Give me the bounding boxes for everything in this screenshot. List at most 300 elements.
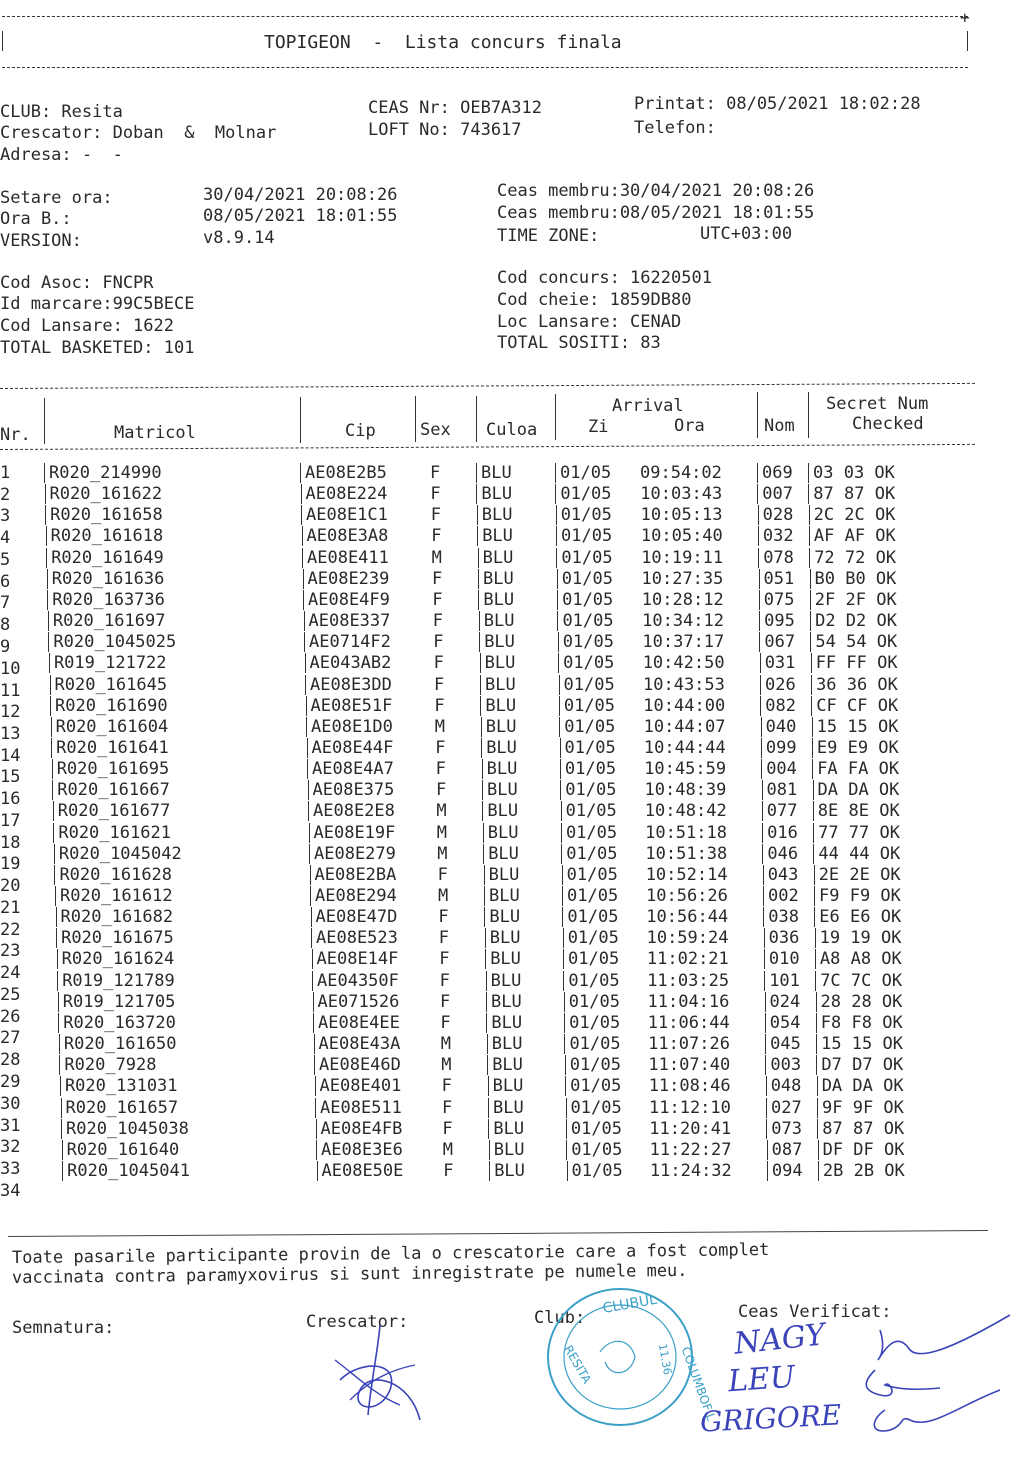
cell-cip: AE08E523 [311,928,398,948]
cell-culoa: BLU [482,801,518,821]
cell-sex: F [437,864,448,885]
cell-culoa: BLU [479,632,515,652]
version-label: VERSION: [0,231,82,251]
cell-culoa: BLU [478,569,514,589]
cell-matricol: R020_214990 [44,463,162,483]
cell-cip: AE043AB2 [305,653,392,673]
page-title: TOPIGEON - Lista concurs finala [264,32,622,53]
cell-sex: F [434,674,445,695]
cell-culoa: BLU [484,886,520,906]
cell-zi: 01/05 [563,928,619,948]
cell-sex: F [439,949,450,970]
cell-secret: 7C 7C OK [815,971,902,991]
cell-zi: 01/05 [558,632,614,652]
cell-nr: 32 [0,1137,21,1158]
cell-ora: 11:07:40 [648,1055,731,1076]
club-label: Club: [534,1308,586,1328]
cell-zi: 01/05 [561,844,617,864]
cell-nr: 20 [0,876,21,897]
cell-sex: M [437,843,448,864]
table-row [0,653,1000,679]
cell-sex: F [434,695,445,716]
stamp-right-text: COLUMBOFIL [678,1344,719,1423]
cell-matricol: R020_1045025 [48,632,176,652]
cell-matricol: R020_161645 [50,675,168,695]
cell-nom: 026 [760,675,796,695]
cell-culoa: BLU [480,653,516,673]
cell-cip: AE0714F2 [304,632,391,652]
cell-nr: 1 [0,463,11,483]
cell-matricol: R020_161628 [54,865,172,885]
cell-ora: 10:43:53 [643,674,725,695]
cell-sex: F [432,589,443,610]
cell-culoa: BLU [482,780,518,800]
cell-matricol: R020_163736 [47,590,165,610]
cell-nom: 024 [765,992,801,1012]
cell-sex: F [435,759,446,780]
cell-nr: 26 [0,1006,21,1027]
cell-culoa: BLU [486,1013,522,1033]
cell-secret: DA DA OK [817,1076,904,1096]
cell-matricol: R020_161657 [61,1098,179,1118]
cell-nr: 12 [0,702,21,723]
cell-matricol: R020_161650 [59,1034,177,1054]
cell-zi: 01/05 [566,1140,622,1160]
table-row [0,463,1000,484]
cell-ora: 10:56:26 [646,886,728,906]
col-sep [555,394,556,440]
cell-nr: 4 [0,528,11,549]
cell-secret: D7 D7 OK [816,1055,903,1075]
table-row [0,737,1000,766]
cell-nom: 027 [766,1098,802,1118]
ceas-membru-1: Ceas membru:30/04/2021 20:08:26 [497,181,815,201]
cell-culoa: BLU [481,717,517,737]
club-name: CLUB: Resita [0,102,123,122]
cell-nom: 045 [765,1034,801,1054]
cell-cip: AE08E294 [310,886,397,906]
cell-ora: 10:52:14 [645,864,728,885]
cell-zi: 01/05 [562,907,618,927]
cell-nr: 2 [0,484,11,505]
cell-ora: 11:04:16 [647,991,730,1012]
cell-nr: 19 [0,854,21,875]
cell-culoa: BLU [480,696,516,716]
cell-cip: AE08E224 [301,484,388,504]
cell-sex: M [434,716,446,737]
footer-rule [8,1230,988,1237]
cell-matricol: R020_161624 [57,949,175,969]
cell-secret: 87 87 OK [808,484,895,504]
cell-secret: 19 19 OK [815,928,902,948]
cell-sex: F [441,1076,452,1097]
cell-ora: 11:20:41 [649,1118,732,1139]
cell-matricol: R020_161649 [46,548,164,568]
cell-matricol: R020_161618 [46,526,164,546]
cell-culoa: BLU [476,484,512,504]
cell-matricol: R020_161621 [53,823,171,843]
cell-nr: 14 [0,745,21,766]
cell-secret: AF AF OK [809,526,896,546]
setare-ora-value: 30/04/2021 20:08:26 [203,185,398,205]
cell-sex: F [432,568,443,589]
table-row [0,505,1000,526]
header-arrival: Arrival [612,396,684,416]
cell-secret: 2C 2C OK [809,505,896,525]
cell-secret: E9 E9 OK [812,738,899,758]
cell-sex: M [442,1139,454,1160]
cell-secret: CF CF OK [811,696,898,716]
cell-nom: 036 [764,928,800,948]
cell-ora: 10:27:35 [641,568,724,589]
cell-secret: DA DA OK [813,780,900,800]
adresa: Adresa: - - [0,145,123,165]
cell-zi: 01/05 [559,675,615,695]
cell-nr: 9 [0,636,11,657]
cell-cip: AE08E401 [315,1076,402,1096]
cell-matricol: R020_161690 [50,696,168,716]
cell-culoa: BLU [477,526,513,546]
cell-zi: 01/05 [560,738,616,758]
cell-ora: 10:42:50 [642,653,725,674]
cell-secret: 8E 8E OK [813,801,900,821]
cell-secret: 15 15 OK [816,1034,903,1054]
cell-culoa: BLU [487,1034,523,1054]
cell-sex: M [436,822,448,843]
cell-zi: 01/05 [566,1098,622,1118]
cell-matricol: R019_121705 [58,992,176,1012]
crescator-label: Crescator: [306,1312,409,1332]
cell-ora: 10:51:18 [645,822,727,843]
cell-cip: AE08E3DD [305,675,392,695]
cell-culoa: BLU [484,865,520,885]
cell-secret: 44 44 OK [813,844,900,864]
loc-lansare: Loc Lansare: CENAD [497,312,682,332]
cell-ora: 10:51:38 [645,843,728,864]
cell-cip: AE08E44F [307,738,394,758]
cell-nr: 18 [0,832,21,853]
cell-zi: 01/05 [555,463,611,483]
cell-nr: 29 [0,1071,21,1092]
cell-zi: 01/05 [560,759,616,779]
col-sep [415,396,416,442]
cell-nom: 004 [761,759,797,779]
cell-sex: F [430,505,442,526]
cell-matricol: R020_163720 [58,1013,176,1033]
stamp-left-text: RESITA [561,1342,595,1386]
cell-sex: F [440,991,451,1012]
cell-matricol: R020_161695 [52,759,170,779]
cell-culoa: BLU [479,611,515,631]
cell-culoa: BLU [484,907,520,927]
cell-sex: F [435,737,446,758]
cell-ora: 10:37:17 [642,632,725,653]
cell-nom: 038 [763,907,799,927]
cell-ora: 10:56:44 [646,907,729,928]
cell-cip: AE08E2E8 [308,801,395,821]
cell-secret: D2 D2 OK [810,611,897,631]
cell-culoa: BLU [483,844,519,864]
cell-sex: F [440,1012,451,1033]
header-cip: Cip [345,421,376,441]
table-row [0,801,1000,831]
cell-cip: AE08E3A8 [302,526,389,546]
cell-zi: 01/05 [565,1076,621,1096]
cell-sex: F [443,1160,454,1181]
cell-matricol: R020_161697 [48,611,166,631]
cell-sex: F [442,1097,453,1118]
cell-cip: AE08E4EE [313,1013,400,1033]
table-row [0,822,1000,853]
cell-nom: 032 [758,526,794,546]
cell-cip: AE08E50E [317,1161,404,1181]
header-sex: Sex [420,420,451,440]
cell-zi: 01/05 [564,992,620,1012]
cell-nom: 016 [762,823,798,843]
header-nr: Nr. [0,425,31,445]
cell-cip: AE08E511 [315,1098,402,1118]
cell-ora: 11:12:10 [649,1097,731,1118]
cell-culoa: BLU [481,738,517,758]
cell-ora: 10:48:39 [644,780,727,801]
cell-secret: DF DF OK [818,1140,905,1160]
cell-sex: F [430,484,441,505]
ora-b-value: 08/05/2021 18:01:55 [203,206,398,226]
cell-nom: 087 [767,1140,803,1160]
cell-cip: AE08E4FB [316,1119,403,1139]
crescator: Crescator: Doban & Molnar [0,123,277,143]
header-matricol: Matricol [114,423,196,443]
cell-nr: 6 [0,571,11,592]
cell-ora: 10:03:43 [640,484,723,505]
cell-culoa: BLU [489,1140,525,1160]
total-sositi: TOTAL SOSITI: 83 [497,333,661,353]
cell-culoa: BLU [478,548,514,568]
cell-matricol: R020_161640 [62,1140,180,1160]
loft-no: LOFT No: 743617 [368,120,522,140]
cell-nom: 028 [758,505,794,525]
cell-nom: 073 [766,1119,802,1139]
table-row [0,716,1000,744]
cell-secret: 15 15 OK [812,717,899,737]
cell-zi: 01/05 [557,590,613,610]
cell-cip: AE08E2B5 [300,463,387,483]
cell-nr: 34 [0,1180,21,1201]
semnatura-label: Semnatura: [12,1318,115,1338]
table-header-rule [0,444,975,450]
cell-nom: 031 [760,653,796,673]
cell-ora: 09:54:02 [640,463,722,483]
cell-nr: 7 [0,593,11,614]
cell-sex: F [433,632,444,653]
time-zone-value: UTC+03:00 [700,224,793,244]
header-checked: Checked [852,414,924,434]
cell-zi: 01/05 [557,569,613,589]
cell-matricol: R020_161682 [56,907,174,927]
table-row [0,1158,1000,1201]
time-zone-label: TIME ZONE: [497,226,600,246]
cell-matricol: R020_1045042 [54,844,182,864]
cell-culoa: BLU [487,1055,523,1075]
corner-plus: + [960,8,970,27]
handwriting-line-1: NAGY [732,1317,827,1362]
cell-matricol: R020_161675 [56,928,174,948]
cell-secret: F9 F9 OK [814,886,901,906]
cell-cip: AE08E279 [309,844,396,864]
version-value: v8.9.14 [203,228,275,248]
cell-nr: 27 [0,1028,21,1049]
cell-matricol: R020_161604 [51,717,169,737]
cell-secret: A8 A8 OK [815,949,902,969]
cell-sex: F [442,1118,453,1139]
club-stamp [540,1282,719,1432]
telefon: Telefon: [634,118,716,138]
statement-line-1: Toate pasarile participante provin de la o crescatorie care a fost complet [11,1240,770,1268]
cell-secret: E6 E6 OK [814,907,901,927]
cell-culoa: BLU [485,928,521,948]
cell-ora: 10:44:44 [643,737,726,758]
cell-nom: 069 [757,463,793,483]
header-zi: Zi [588,417,609,437]
header-nom: Nom [764,416,795,436]
cell-matricol: R020_161658 [45,505,163,525]
cod-concurs: Cod concurs: 16220501 [497,268,712,288]
cell-cip: AE08E337 [304,611,391,631]
cell-culoa: BLU [482,759,518,779]
cell-nr: 25 [0,984,21,1005]
cell-ora: 11:07:26 [648,1034,730,1055]
cell-secret: FA FA OK [812,759,899,779]
col-sep [476,396,477,442]
table-row [0,674,1000,701]
cell-cip: AE08E14F [312,949,399,969]
cell-nr: 8 [0,615,11,636]
cell-secret: 9F 9F OK [817,1098,904,1118]
cell-culoa: BLU [486,992,522,1012]
cell-culoa: BLU [488,1119,524,1139]
cell-nr: 21 [0,898,21,918]
cell-nr: 23 [0,941,21,962]
cell-zi: 01/05 [558,653,614,673]
cell-nom: 101 [764,971,800,991]
cod-cheie: Cod cheie: 1859DB80 [497,290,692,310]
cell-secret: 36 36 OK [811,675,898,695]
cell-nom: 095 [759,611,795,631]
cell-ora: 10:45:59 [644,759,727,780]
crescator-signature [320,1320,440,1430]
cell-matricol: R020_1045041 [62,1161,190,1181]
cell-nom: 067 [759,632,795,652]
cell-ora: 10:34:12 [642,611,724,632]
cell-culoa: BLU [476,463,512,483]
handwriting-line-2: LEU [726,1359,797,1400]
table-row [0,695,1000,723]
cell-nr: 28 [0,1050,21,1071]
cell-nr: 10 [0,658,21,679]
cell-nr: 31 [0,1115,21,1136]
cell-cip: AE08E375 [308,780,395,800]
cell-zi: 01/05 [559,696,615,716]
cell-nr: 15 [0,767,21,788]
cell-ora: 11:02:21 [646,949,729,970]
col-sep [808,392,809,438]
cell-ora: 11:24:32 [649,1160,732,1181]
cell-matricol: R020_161636 [47,569,165,589]
cell-sex: F [439,970,450,991]
cell-sex: F [431,526,442,547]
cell-zi: 01/05 [567,1161,623,1181]
header-secret-num: Secret Num [826,394,929,414]
table-row [0,759,1000,788]
cell-ora: 11:06:44 [647,1012,730,1033]
cell-cip: AE08E4A7 [307,759,394,779]
cell-cip: AE08E2BA [310,865,397,885]
cell-cip: AE08E19F [309,823,396,843]
cell-nom: 054 [765,1013,801,1033]
cell-secret: FF FF OK [811,653,898,673]
cell-zi: 01/05 [561,823,617,843]
table-row [0,484,1000,505]
cell-culoa: BLU [483,823,519,843]
cell-cip: AE04350F [312,971,399,991]
cell-cip: AE08E51F [306,696,393,716]
cell-nom: 046 [762,844,798,864]
cell-sex: M [438,886,449,906]
cell-nom: 051 [759,569,795,589]
cell-nr: 17 [0,810,21,831]
cell-matricol: R020_161622 [45,484,163,504]
cell-cip: AE08E43A [314,1034,401,1054]
cell-nom: 043 [763,865,799,885]
table-row [0,526,1000,547]
cell-nr: 30 [0,1093,21,1114]
cell-nom: 002 [763,886,799,906]
cell-cip: AE08E46D [314,1055,401,1075]
printed-date: Printat: 08/05/2021 18:02:28 [634,94,921,114]
cell-secret: B0 B0 OK [810,569,897,589]
table-row [0,569,1000,590]
cell-zi: 01/05 [556,526,612,546]
setare-ora-label: Setare ora: [0,188,113,208]
cell-zi: 01/05 [557,611,613,631]
cell-nr: 13 [0,723,21,744]
cell-sex: F [438,907,449,928]
cell-matricol: R020_131031 [60,1076,178,1096]
table-row [0,548,1000,569]
cell-cip: AE071526 [313,992,400,1012]
cell-ora: 10:44:07 [643,716,726,737]
cell-culoa: BLU [489,1161,525,1181]
cell-sex: M [431,547,442,568]
cell-zi: 01/05 [556,505,612,525]
cell-matricol: R020_161612 [55,886,173,906]
cell-zi: 01/05 [562,886,618,906]
cell-ora: 10:59:24 [646,928,729,949]
id-marcare: Id marcare:99C5BECE [0,294,195,314]
cell-cip: AE08E4F9 [303,590,390,610]
cell-nom: 075 [759,590,795,610]
cell-nr: 16 [0,789,21,810]
cell-secret: 03 03 OK [808,463,895,483]
header-culoa: Culoa [486,420,538,440]
cell-nom: 077 [762,801,798,821]
cell-zi: 01/05 [561,801,617,821]
cell-culoa: BLU [488,1098,524,1118]
cell-ora: 10:44:00 [643,695,726,716]
cell-matricol: R020_161641 [51,738,169,758]
cell-ora: 10:19:11 [641,547,724,568]
cell-cip: AE08E47D [311,907,398,927]
